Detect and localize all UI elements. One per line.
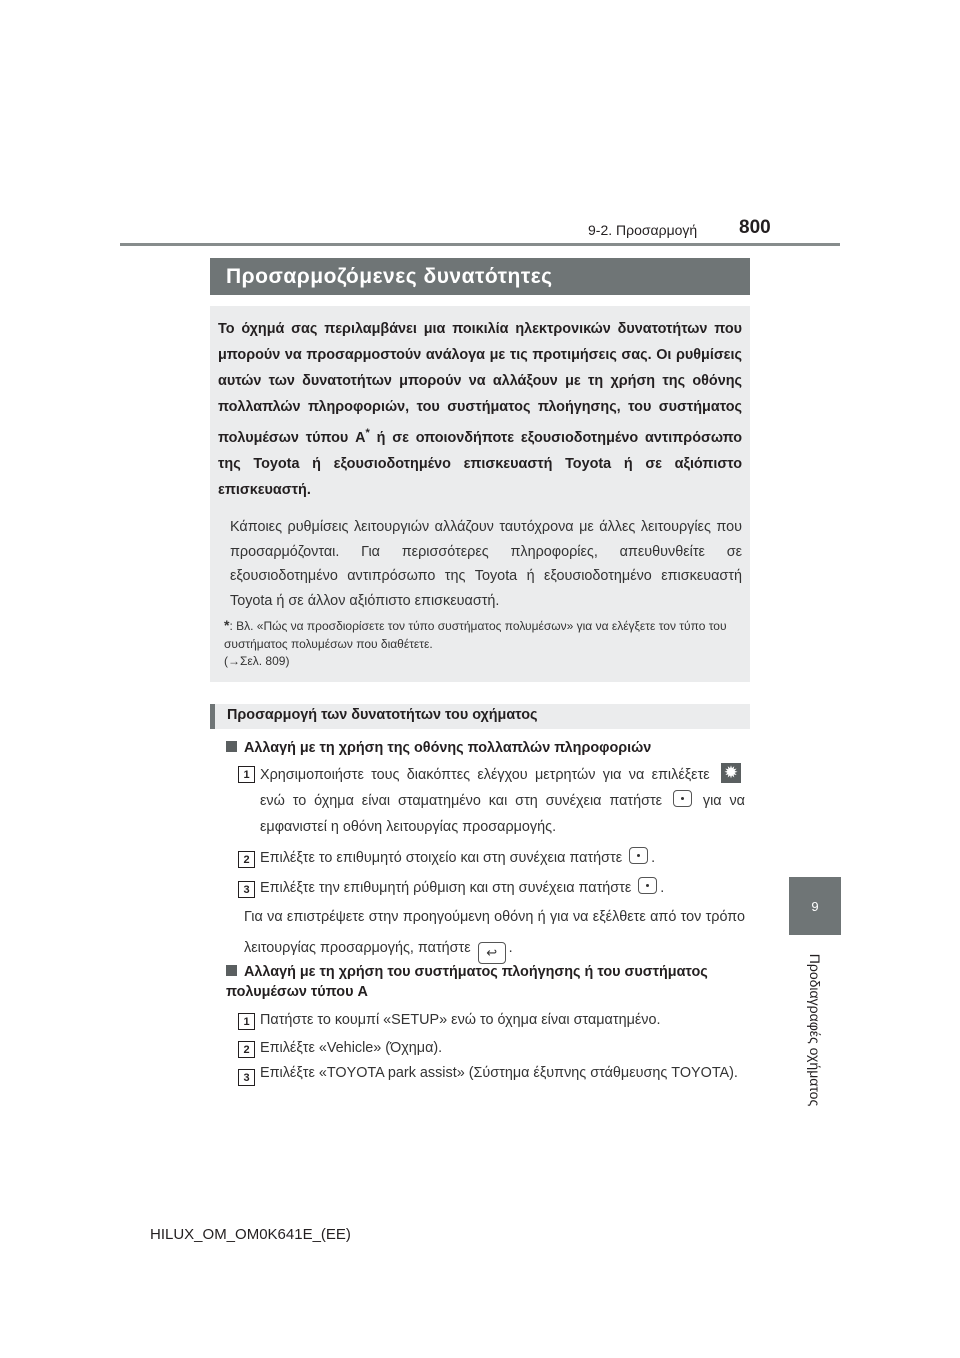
section2-step3: Επιλέξτε «TOYOTA park assist» (Σύστημα έξυπνης στάθμευσης TOYOTA).	[260, 1065, 738, 1081]
settings-gear-icon	[721, 763, 741, 783]
chapter-number: 9	[811, 898, 819, 914]
step-number: 2	[238, 851, 255, 868]
footnote: *: Βλ. «Πώς να προσδιορίσετε τον τύπο συστήματος πολυμέσων» για να ελέγξετε τον τύπο του συστήματος πολυμέσων που διαθέτετε. (→Σελ. 809)	[224, 617, 727, 668]
section2-step1: Πατήστε το κουμπί «SETUP» ενώ το όχημα είναι σταματημένο.	[260, 1012, 661, 1028]
section2-step2: Επιλέξτε «Vehicle» (Όχημα).	[260, 1040, 443, 1056]
step-number: 3	[238, 881, 255, 898]
section1-step1: Χρησιμοποιήστε τους διακόπτες ελέγχου μετρητών για να επιλέξετε ✹ ενώ το όχημα είναι σταματημένο και στη συνέχεια πατήστε για να εμφανιστεί η οθόνη λειτουργίας προσαρμογής.	[260, 762, 745, 840]
section2-heading: Αλλαγή με τη χρήση του συστήματος πλοήγησης ή του συστήματος πολυμέσων τύπου A	[226, 964, 708, 1000]
ok-button-icon	[629, 847, 648, 864]
section1-step3: Επιλέξτε την επιθυμητή ρύθμιση και στη συνέχεια πατήστε .	[260, 875, 745, 901]
subsection-title: Προσαρμογή των δυνατοτήτων του οχήματος	[210, 704, 750, 729]
step-number: 1	[238, 766, 255, 783]
step-number: 3	[238, 1069, 255, 1086]
ok-button-icon	[638, 877, 657, 894]
section1-return-text: Για να επιστρέψετε στην προηγούμενη οθόνη ή για να εξέλθετε από τον τρόπο λειτουργίας προσαρμογής, πατήστε ↩ .	[244, 902, 745, 964]
header-rule	[120, 243, 840, 246]
section1-step2: Επιλέξτε το επιθυμητό στοιχείο και στη συνέχεια πατήστε .	[260, 845, 745, 871]
document-code: HILUX_OM_OM0K641E_(EE)	[150, 1226, 351, 1243]
bullet-square-icon	[226, 965, 237, 976]
page-title: Προσαρμοζόμενες δυνατότητες	[210, 258, 750, 295]
bullet-square-icon	[226, 741, 237, 752]
intro-text: Το όχημά σας περιλαμβάνει μια ποικιλία ηλεκτρονικών δυνατοτήτων που μπορούν να προσαρμοστούν ανάλογα με τις προτιμήσεις σας. Οι ρυθμίσεις αυτών των δυνατοτήτων μπορούν να αλλάξουν με τη χρήση της οθόνης πολλαπλών πληροφοριών, του συστήματος πλοήγησης, του συστήματος πολυμέσων τύπου A* ή σε οποιονδήποτε εξουσιοδοτημένο αντιπρόσωπο της Toyota ή εξουσιοδοτημένο επισκευαστή Toyota ή σε αξιόπιστο επισκευαστή.	[218, 321, 743, 498]
chapter-label: Προδιαγραφές οχήματος	[807, 953, 823, 1107]
note-text: Κάποιες ρυθμίσεις λειτουργιών αλλάζουν ταυτόχρονα με άλλες λειτουργίες που προσαρμόζονται. Για περισσότερες πληροφορίες, απευθυνθείτε σε εξουσιοδοτημένο αντιπρόσωπο της Toyota ή εξουσιοδοτημένο επισκευαστή Toyota ή σε άλλον αξιόπιστο επισκευαστή.	[230, 519, 742, 609]
page-number: 800	[739, 217, 771, 238]
back-button-icon: ↩	[478, 942, 506, 964]
step-number: 1	[238, 1013, 255, 1030]
page-reference: (→Σελ. 809)	[224, 654, 290, 668]
step-number: 2	[238, 1041, 255, 1058]
section1-heading: Αλλαγή με τη χρήση της οθόνης πολλαπλών πληροφοριών	[226, 738, 651, 758]
chapter-tab	[789, 877, 841, 935]
footnote-star: *	[365, 427, 370, 439]
ok-button-icon	[673, 790, 692, 807]
section-label: 9-2. Προσαρμογή	[588, 222, 698, 238]
